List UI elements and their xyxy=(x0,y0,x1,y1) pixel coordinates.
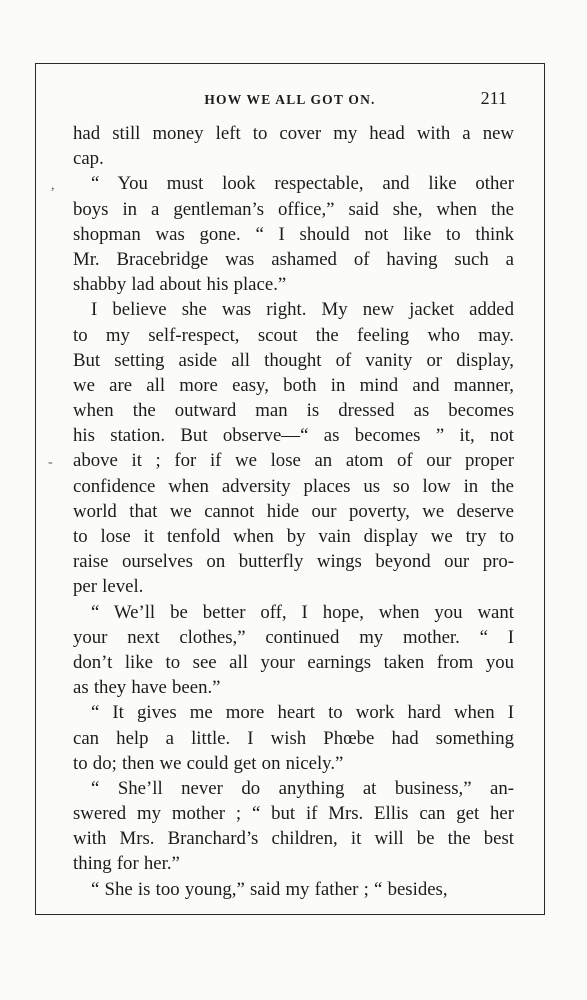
text-line: can help a little. I wish Phœbe had something xyxy=(73,727,514,749)
text-line: “ It gives me more heart to work hard when I xyxy=(91,702,514,724)
page-number: 211 xyxy=(480,88,507,108)
text-line: shabby lad about his place.” xyxy=(73,274,287,296)
margin-mark: - xyxy=(48,455,53,470)
text-line: confidence when adversity places us so low in the xyxy=(73,475,514,497)
text-line: shopman was gone. “ I should not like to think xyxy=(73,223,514,245)
text-line: Mr. Bracebridge was ashamed of having such a xyxy=(73,248,514,270)
text-line: with Mrs. Branchard’s children, it will be the best xyxy=(73,828,514,850)
text-line: I believe she was right. My new jacket added xyxy=(91,299,514,321)
text-line: above it ; for if we lose an atom of our proper xyxy=(73,450,514,472)
page-header xyxy=(35,88,545,114)
text-line: as they have been.” xyxy=(73,677,221,699)
text-line: boys in a gentleman’s office,” said she, when the xyxy=(73,198,514,220)
text-line: his station. But observe—“ as becomes ” it, not xyxy=(73,425,514,447)
text-line: But setting aside all thought of vanity or display, xyxy=(73,349,514,371)
text-line: swered my mother ; “ but if Mrs. Ellis can get her xyxy=(73,803,514,825)
text-line: “ She is too young,” said my father ; “ besides, xyxy=(91,878,448,900)
body-text xyxy=(73,121,514,902)
text-line: to do; then we could get on nicely.” xyxy=(73,752,344,774)
text-line: thing for her.” xyxy=(73,853,180,875)
text-line: “ She’ll never do anything at business,” an- xyxy=(91,777,514,799)
text-line: “ We’ll be better off, I hope, when you want xyxy=(91,601,514,623)
text-line: raise ourselves on butterfly wings beyond our pro- xyxy=(73,551,514,573)
running-title: HOW WE ALL GOT ON. xyxy=(204,92,376,107)
text-line: “ You must look respectable, and like other xyxy=(91,173,514,195)
text-line: world that we cannot hide our poverty, we deserve xyxy=(73,500,514,522)
text-line: your next clothes,” continued my mother. “ I xyxy=(73,626,514,648)
text-line: to my self-respect, scout the feeling who may. xyxy=(73,324,514,346)
text-line: had still money left to cover my head with a new xyxy=(73,123,514,144)
text-line: per level. xyxy=(73,576,144,598)
text-line: when the outward man is dressed as becomes xyxy=(73,400,514,422)
text-line: to lose it tenfold when by vain display we try to xyxy=(73,526,514,547)
margin-mark: , xyxy=(51,178,55,193)
text-line: cap. xyxy=(73,148,104,170)
text-line: don’t like to see all your earnings taken from you xyxy=(73,651,514,673)
text-line: we are all more easy, both in mind and manner, xyxy=(73,374,514,396)
